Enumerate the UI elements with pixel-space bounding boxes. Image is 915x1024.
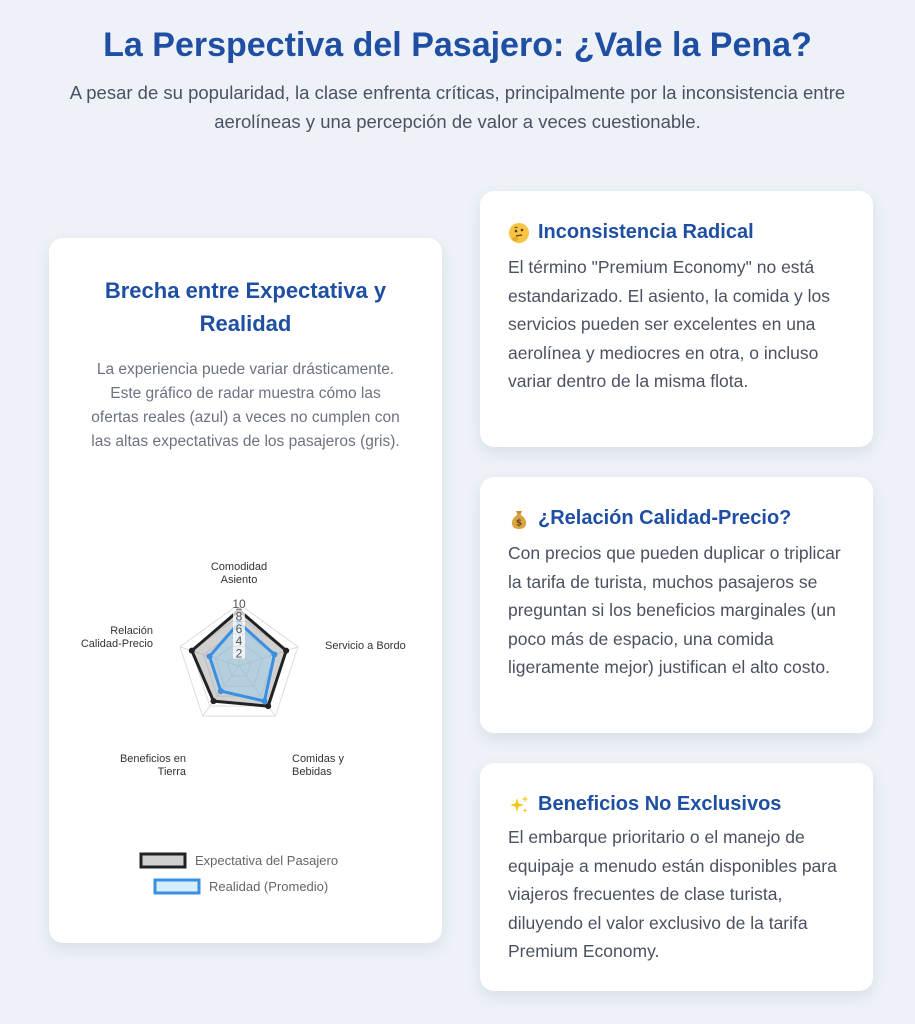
radar-axis-label: Servicio a Bordo (325, 640, 406, 652)
info-card-title: Inconsistencia Radical (538, 221, 754, 243)
svg-text:$: $ (515, 518, 523, 528)
radar-data-point (262, 698, 268, 704)
chart-card-description: La experiencia puede variar drásticamente. Este gráfico de radar muestra cómo las ofertas reales (azul) a veces no cumplen con las altas expectativas de los pasajeros (gris). (91, 361, 400, 450)
info-card-body: Con precios que pueden duplicar o triplicar la tarifa de turista, muchos pasajeros se preguntan si los beneficios marginales (un poco más de espacio, una comida ligeramente mejor) justifican el alto costo. (508, 543, 841, 677)
info-card-heading (508, 507, 791, 530)
radar-axis-label: Bebidas (292, 766, 332, 778)
info-card-body: El embarque prioritario o el manejo de equipaje a menudo están disponibles para viajeros frecuentes de clase turista, diluyendo el valor exclusivo de la tarifa Premium Economy. (508, 827, 837, 961)
radar-axis-label: Calidad-Precio (80, 638, 153, 650)
radar-tick-label: 4 (235, 634, 243, 649)
radar-tick-label: 2 (235, 646, 243, 661)
radar-data-point (189, 648, 195, 654)
chart-card-title: Brecha entre Expectativa y Realidad (104, 278, 387, 336)
info-card-benefits (480, 763, 873, 991)
chart-card (49, 238, 442, 943)
info-card-title: Beneficios No Exclusivos (538, 793, 782, 815)
radar-tick-label: 10 (232, 597, 246, 611)
radar-axis-label: Comodidad (210, 561, 268, 573)
radar-data-point (265, 703, 271, 709)
radar-axis-label: Tierra (157, 766, 186, 778)
page-title: La Perspectiva del Pasajero: ¿Vale la Pena? (103, 26, 812, 64)
radar-chart (49, 238, 442, 943)
page-subtitle: A pesar de su popularidad, la clase enfrenta críticas, principalmente por la inconsistencia entre aerolíneas y una percepción de valor a veces cuestionable. (69, 82, 846, 132)
radar-data-point (271, 652, 277, 658)
sparkles-icon (508, 794, 530, 816)
legend-swatch (155, 880, 199, 893)
info-card-body: El término "Premium Economy" no está estandarizado. El asiento, la comida y los servicios pueden ser excelentes en una aerolínea y mediocres en otra, o incluso variar dentro de la misma flota. (508, 257, 830, 391)
radar-data-point (218, 688, 224, 694)
thinking-face-icon (508, 222, 530, 244)
legend-label: Realidad (Promedio) (209, 879, 329, 894)
info-card-value (480, 477, 873, 733)
money-bag-icon (508, 508, 530, 530)
info-card-inconsistency (480, 191, 873, 447)
radar-data-point (283, 648, 289, 654)
legend-label: Expectativa del Pasajero (195, 853, 339, 868)
radar-tick-label: 6 (235, 621, 243, 636)
legend-swatch (141, 854, 185, 867)
radar-data-point (207, 653, 213, 659)
radar-tick-label: 8 (235, 609, 243, 624)
radar-axis-label: Relación (110, 625, 153, 637)
radar-axis-label: Beneficios en (119, 753, 186, 765)
radar-data-point (210, 698, 216, 704)
radar-axis-label: Comidas y (292, 753, 344, 765)
info-card-heading (508, 221, 754, 244)
info-card-heading (508, 793, 781, 816)
radar-axis-label: Asiento (220, 574, 258, 586)
info-card-title: ¿Relación Calidad-Precio? (538, 507, 792, 529)
